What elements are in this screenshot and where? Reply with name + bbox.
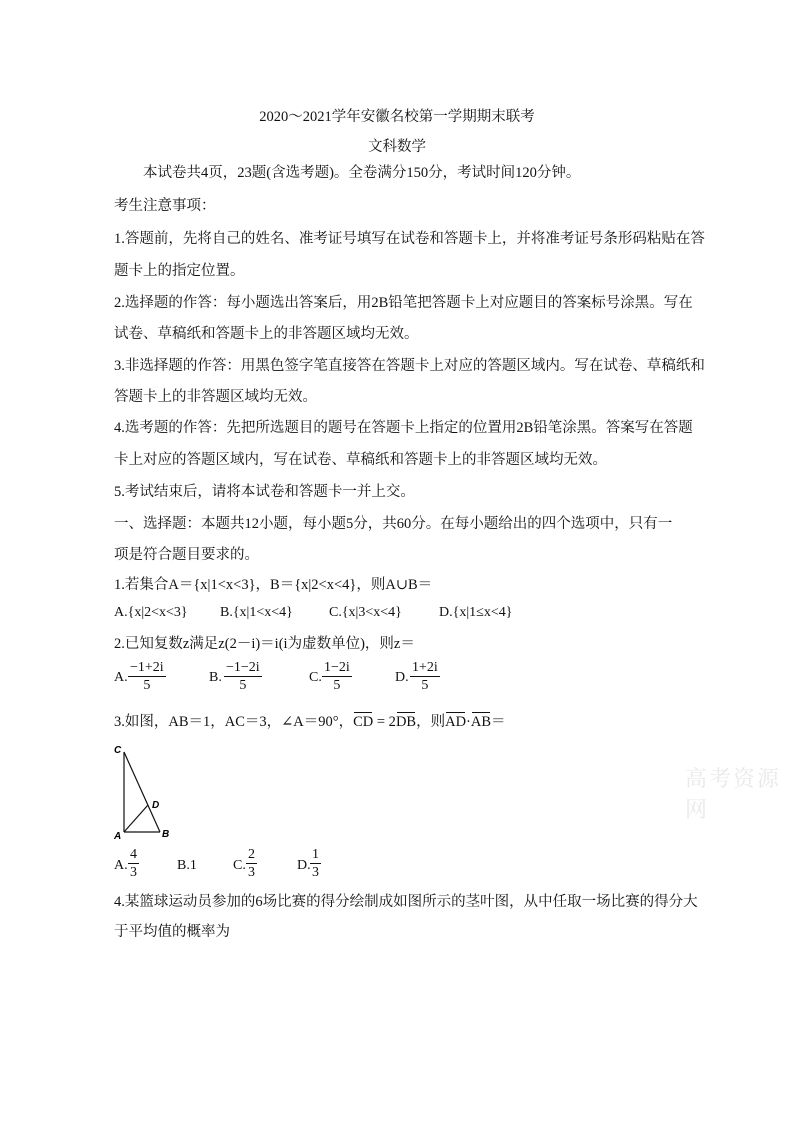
denominator: 3 [312,865,319,880]
q1-option-c: C.{x|3<x<4} [329,605,402,620]
q4-stem-cont: 于平均值的概率为 [114,924,230,940]
q1-option-d: D.{x|1≤x<4} [439,605,513,620]
q3-option-c-fraction [246,846,257,882]
q3-option-d-letter: D. [297,858,311,873]
notice-line: 题卡上的指定位置。 [114,263,245,279]
numerator: −1−2i [226,660,260,675]
notice-heading: 考生注意事项： [114,198,216,214]
notice-line: 5.考试结束后，请将本试卷和答题卡一并上交。 [114,484,415,500]
notice-line: 3.非选择题的作答：用黑色签字笔直接答在答题卡上对应的答题区域内。写在试卷、草稿纸和 [114,358,705,374]
q1-option-a: A.{x|2<x<3} [114,605,188,620]
vector-cd: CD [353,714,374,730]
notice-line: 试卷、草稿纸和答题卡上的非答题区域均无效。 [114,326,419,342]
q2-option-d-letter: D. [395,670,409,685]
intro-text: 本试卷共4页，23题(含选考题)。全卷满分150分，考试时间120分钟。 [143,165,581,181]
q2-option-c-letter: C. [309,670,322,685]
q3-option-b: B.1 [177,858,197,873]
notice-line: 卡上对应的答题区域内，写在试卷、草稿纸和答题卡上的非答题区域均无效。 [114,452,607,468]
q3-triangle-figure [112,742,182,842]
q3-option-a-fraction [128,846,139,882]
q2-option-d-fraction [410,659,440,695]
notice-line: 1.答题前，先将自己的姓名、准考证号填写在试卷和答题卡上，并将准考证号条形码粘贴在答 [114,231,705,247]
denominator: 5 [239,678,247,693]
numerator: 2 [248,847,255,862]
exam-title: 2020～2021学年安徽名校第一学期期末联考 [259,109,535,125]
vertex-c-label: C [114,745,122,756]
vertex-d-label: D [152,800,160,811]
denominator: 5 [421,678,429,693]
q2-option-a-fraction [128,659,166,695]
watermark: 高考资源网 [685,766,782,822]
numerator: 1−2i [324,660,350,675]
q2-option-b-fraction [224,659,262,695]
numerator: 1 [312,847,319,862]
q2-stem: 2.已知复数z满足z(2－i)＝i(i为虚数单位)，则z＝ [114,636,415,652]
q3-stem-text: 3.如图，AB＝1，AC＝3，∠A＝90°， [114,714,354,730]
vector-db: DB [395,714,417,730]
q3-option-c-letter: C. [233,858,246,873]
q3-option-d-fraction [310,846,321,882]
q1-stem: 1.若集合A＝{x|1<x<3}，B＝{x|2<x<4}，则A∪B＝ [114,577,433,593]
q2-option-a-letter: A. [114,670,128,685]
q2-option-c-fraction [322,659,352,695]
section-heading-cont: 项是符合题目要求的。 [114,547,259,563]
numerator: 1+2i [412,660,438,675]
q3-option-a-letter: A. [114,858,128,873]
vector-ab: AB [470,714,492,730]
denominator: 3 [248,865,255,880]
notice-line: 2.选择题的作答：每小题选出答案后，用2B铅笔把答题卡上对应题目的答案标号涂黑。写在 [114,295,693,311]
vector-ad: AD [445,714,467,730]
denominator: 5 [333,678,341,693]
vertex-b-label: B [162,829,170,840]
q2-option-b-letter: B. [209,670,222,685]
section-heading: 一、选择题：本题共12小题，每小题5分，共60分。在每小题给出的四个选项中，只有一 [114,516,673,532]
q1-option-b: B.{x|1<x<4} [220,605,293,620]
numerator: −1+2i [130,660,164,675]
denominator: 3 [130,865,137,880]
exam-subject: 文科数学 [368,139,426,155]
vertex-a-label: A [114,831,122,842]
notice-line: 4.选考题的作答：先把所选题目的题号在答题卡上指定的位置用2B铅笔涂黑。答案写在答题 [114,420,693,436]
q3-stem: 3.如图，AB＝1，AC＝3，∠A＝90°，CD = 2DB，则AD·AB＝ [114,714,506,730]
denominator: 5 [143,678,151,693]
notice-line: 答题卡上的非答题区域均无效。 [114,389,317,405]
numerator: 4 [130,847,137,862]
q4-stem: 4.某篮球运动员参加的6场比赛的得分绘制成如图所示的茎叶图，从中任取一场比赛的得分大 [114,894,698,910]
